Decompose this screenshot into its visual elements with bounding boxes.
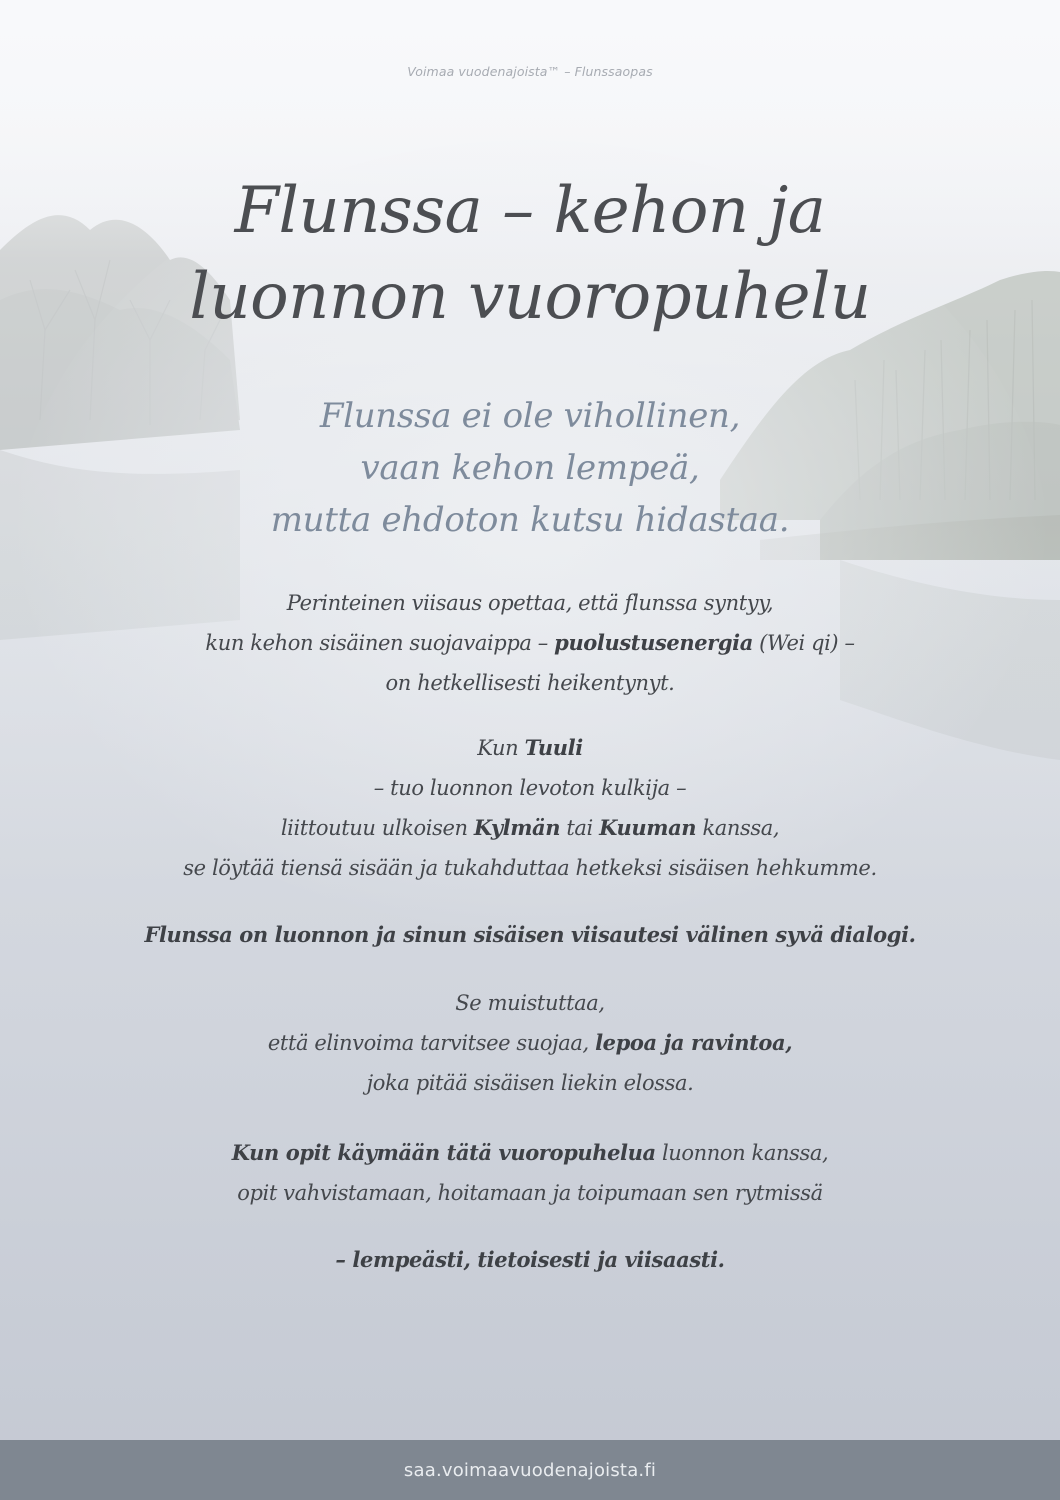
paragraph-5-line-2: opit vahvistamaan, hoitamaan ja toipumaan sen rytmissä <box>237 1181 823 1205</box>
text-fragment: tai <box>560 816 600 840</box>
paragraph-1-line-2 <box>60 623 1000 663</box>
subtitle-line-2: vaan kehon lempeä, <box>360 448 700 488</box>
paragraph-4-line-2 <box>60 1023 1000 1063</box>
paragraph-3-line-1: Flunssa on luonnon ja sinun sisäisen viisautesi välinen syvä dialogi. <box>144 922 916 947</box>
footer-bar <box>0 1440 1060 1500</box>
title-line-2: luonnon vuoropuhelu <box>189 260 871 334</box>
emphasis-kylman: Kylmän <box>473 815 561 840</box>
text-fragment: (Wei qi) – <box>752 631 855 655</box>
subtitle <box>100 390 960 546</box>
text-fragment: liittoutuu ulkoisen <box>280 816 474 840</box>
title-line-1: Flunssa – kehon ja <box>234 174 826 248</box>
emphasis-puolustusenergia: puolustusenergia <box>554 630 753 655</box>
paragraph-6 <box>60 1240 1000 1280</box>
paragraph-4-line-3: joka pitää sisäisen liekin elossa. <box>366 1071 694 1095</box>
emphasis-kuuman: Kuuman <box>599 815 697 840</box>
paragraph-2-line-2: – tuo luonnon levoton kulkija – <box>373 776 687 800</box>
paragraph-2 <box>60 728 1000 888</box>
subtitle-line-3: mutta ehdoton kutsu hidastaa. <box>270 500 790 540</box>
paragraph-4 <box>60 983 1000 1103</box>
text-fragment: luonnon kanssa, <box>655 1141 829 1165</box>
emphasis-lepoa-ja-ravintoa: lepoa ja ravintoa, <box>595 1030 793 1055</box>
paragraph-2-line-3 <box>60 808 1000 848</box>
subtitle-line-1: Flunssa ei ole vihollinen, <box>319 396 741 436</box>
text-fragment: Kun <box>477 736 525 760</box>
header-note: Voimaa vuodenajoista™ – Flunssaopas <box>407 64 653 79</box>
paragraph-5-line-1 <box>60 1133 1000 1173</box>
paragraph-2-line-4: se löytää tiensä sisään ja tukahduttaa hetkeksi sisäisen hehkumme. <box>183 856 877 880</box>
emphasis-tuuli: Tuuli <box>524 735 583 760</box>
paragraph-1-line-3: on hetkellisesti heikentynyt. <box>385 671 675 695</box>
page-title <box>40 168 1020 340</box>
paragraph-1-line-1: Perinteinen viisaus opettaa, että flunssa syntyy, <box>286 591 774 615</box>
text-fragment: että elinvoima tarvitsee suojaa, <box>267 1031 596 1055</box>
paragraph-5 <box>60 1133 1000 1213</box>
paragraph-1 <box>60 583 1000 703</box>
paragraph-6-line-1: – lempeästi, tietoisesti ja viisaasti. <box>335 1247 725 1272</box>
paragraph-3 <box>60 915 1000 955</box>
footer-url-link[interactable]: saa.voimaavuodenajoista.fi <box>403 1459 657 1481</box>
paragraph-4-line-1: Se muistuttaa, <box>455 991 605 1015</box>
text-fragment: kanssa, <box>696 816 780 840</box>
emphasis-vuoropuhelua: Kun opit käymään tätä vuoropuhelua <box>231 1140 656 1165</box>
text-fragment: kun kehon sisäinen suojavaippa – <box>205 631 555 655</box>
paragraph-2-line-1 <box>60 728 1000 768</box>
